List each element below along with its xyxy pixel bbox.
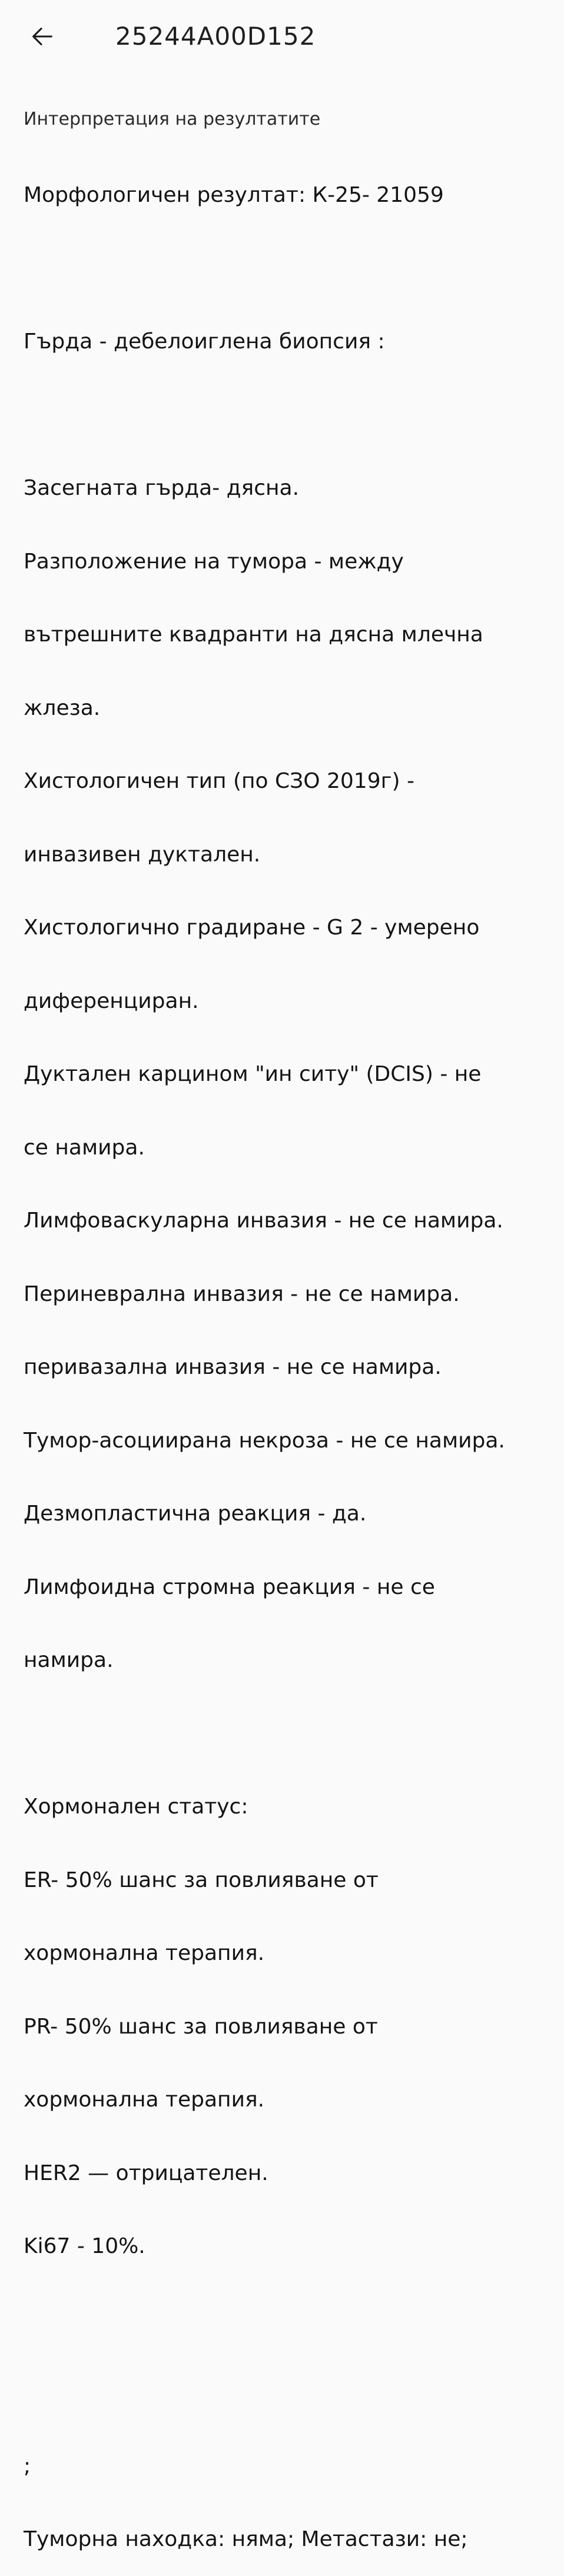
- result-line: ;: [24, 2454, 31, 2478]
- result-line: Лимфоидна стромна реакция - не се: [24, 1575, 435, 1599]
- result-line: Хистологичен тип (по СЗО 2019г) -: [24, 769, 414, 793]
- result-line: жлеза.: [24, 695, 101, 720]
- result-line: Хистологично градиране - G 2 - умерено: [24, 916, 480, 940]
- result-line: Ki67 - 10%.: [24, 2234, 145, 2258]
- result-line: Дуктален карцином "ин ситу" (DCIS) - не: [24, 1062, 482, 1086]
- result-line: [24, 403, 553, 428]
- result-line: хормонална терапия.: [24, 1941, 265, 1965]
- result-line: ER- 50% шанс за повлияване от: [24, 1868, 379, 1892]
- result-line: [24, 257, 553, 281]
- result-line: намира.: [24, 1648, 114, 1672]
- result-line: [24, 2308, 553, 2332]
- page-title: 25244A00D152: [115, 22, 316, 51]
- result-line: [24, 1722, 553, 1746]
- arrow-left-icon: [29, 23, 56, 50]
- section-label: Интерпретация на резултатите: [24, 109, 321, 129]
- result-line: вътрешните квадранти на дясна млечна: [24, 623, 483, 647]
- result-line: Разположение на тумора - между: [24, 549, 404, 574]
- result-line: Гърда - дебелоиглена биопсия :: [24, 330, 385, 354]
- result-line: Лимфоваскуларна инвазия - не се намира.: [24, 1209, 503, 1233]
- app-header: [0, 0, 564, 71]
- back-button[interactable]: [26, 20, 59, 53]
- result-line: се намира.: [24, 1135, 145, 1160]
- result-line: Хормонален статус:: [24, 1795, 248, 1819]
- result-line: Периневрална инвазия - не се намира.: [24, 1282, 460, 1306]
- result-line: Тумор-асоциирана некроза - не се намира.: [24, 1428, 505, 1453]
- result-line: Морфологичен резултат: К-25- 21059: [24, 183, 444, 207]
- result-line: Дезмопластична реакция - да.: [24, 1502, 367, 1526]
- result-line: [24, 2381, 553, 2405]
- result-line: Туморна находка: няма; Метастази: не;: [24, 2527, 468, 2551]
- result-line: PR- 50% шанс за повлияване от: [24, 2014, 378, 2039]
- result-line: HER2 — отрицателен.: [24, 2161, 268, 2185]
- result-line: диференциран.: [24, 989, 199, 1013]
- result-text-block: [24, 134, 553, 2576]
- result-line: хормонална терапия.: [24, 2088, 265, 2112]
- result-line: инвазивен дуктален.: [24, 842, 261, 867]
- result-line: Засегната гърда- дясна.: [24, 476, 300, 500]
- result-line: перивазална инвазия - не се намира.: [24, 1355, 442, 1379]
